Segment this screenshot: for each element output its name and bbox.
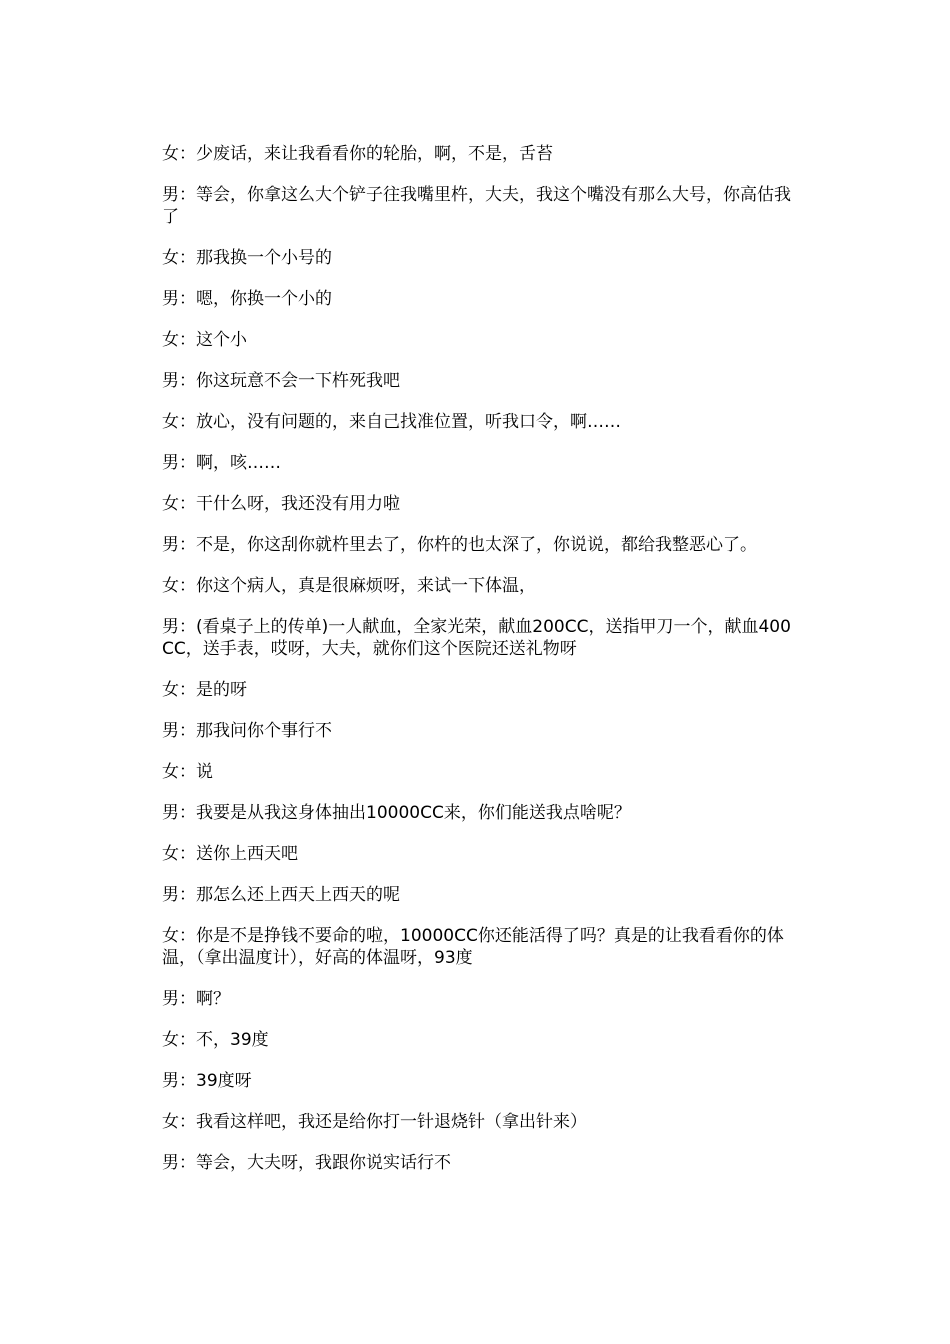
dialogue-line: 女：少废话，来让我看看你的轮胎，啊，不是，舌苔 <box>162 144 553 164</box>
dialogue-line: 女：送你上西天吧 <box>162 844 298 864</box>
dialogue-line: 男：那我问你个事行不 <box>162 721 332 741</box>
dialogue-line: 男：啊？ <box>162 989 230 1009</box>
dialogue-line: 女：我看这样吧，我还是给你打一针退烧针（拿出针来） <box>162 1112 587 1132</box>
dialogue-line: 男：啊，咳…… <box>162 453 281 473</box>
dialogue-line: 男：你这玩意不会一下杵死我吧 <box>162 371 400 391</box>
dialogue-line: 女：干什么呀，我还没有用力啦 <box>162 494 400 514</box>
dialogue-line: 女：这个小 <box>162 330 247 350</box>
dialogue-line: 女：不，39度 <box>162 1030 269 1050</box>
dialogue-line: 女：那我换一个小号的 <box>162 248 332 268</box>
dialogue-line: 女：说 <box>162 762 213 782</box>
dialogue-line: 男：等会，大夫呀，我跟你说实话行不 <box>162 1153 451 1173</box>
dialogue-line: 女：是的呀 <box>162 680 247 700</box>
dialogue-line: 男：不是，你这刮你就杵里去了，你杵的也太深了，你说说，都给我整恶心了。 <box>162 535 757 555</box>
dialogue-line: 男：(看桌子上的传单)一人献血，全家光荣，献血200CC，送指甲刀一个，献血400CC，送手表，哎呀，大夫，就你们这个医院还送礼物呀 <box>162 617 791 659</box>
dialogue-line: 男：那怎么还上西天上西天的呢 <box>162 885 400 905</box>
dialogue-line: 男：嗯，你换一个小的 <box>162 289 332 309</box>
dialogue-line: 男：等会，你拿这么大个铲子往我嘴里杵，大夫，我这个嘴没有那么大号，你高估我了 <box>162 185 791 227</box>
dialogue-line: 男：39度呀 <box>162 1071 252 1091</box>
dialogue-line: 女：放心，没有问题的，来自己找准位置，听我口令，啊…… <box>162 412 621 432</box>
dialogue-line: 女：你是不是挣钱不要命的啦，10000CC你还能活得了吗？真是的让我看看你的体温，（拿出温度计），好高的体温呀，93度 <box>162 926 784 968</box>
dialogue-line: 女：你这个病人，真是很麻烦呀，来试一下体温， <box>162 576 536 596</box>
dialogue-line: 男：我要是从我这身体抽出10000CC来，你们能送我点啥呢？ <box>162 803 631 823</box>
dialogue-body <box>162 143 802 1193</box>
